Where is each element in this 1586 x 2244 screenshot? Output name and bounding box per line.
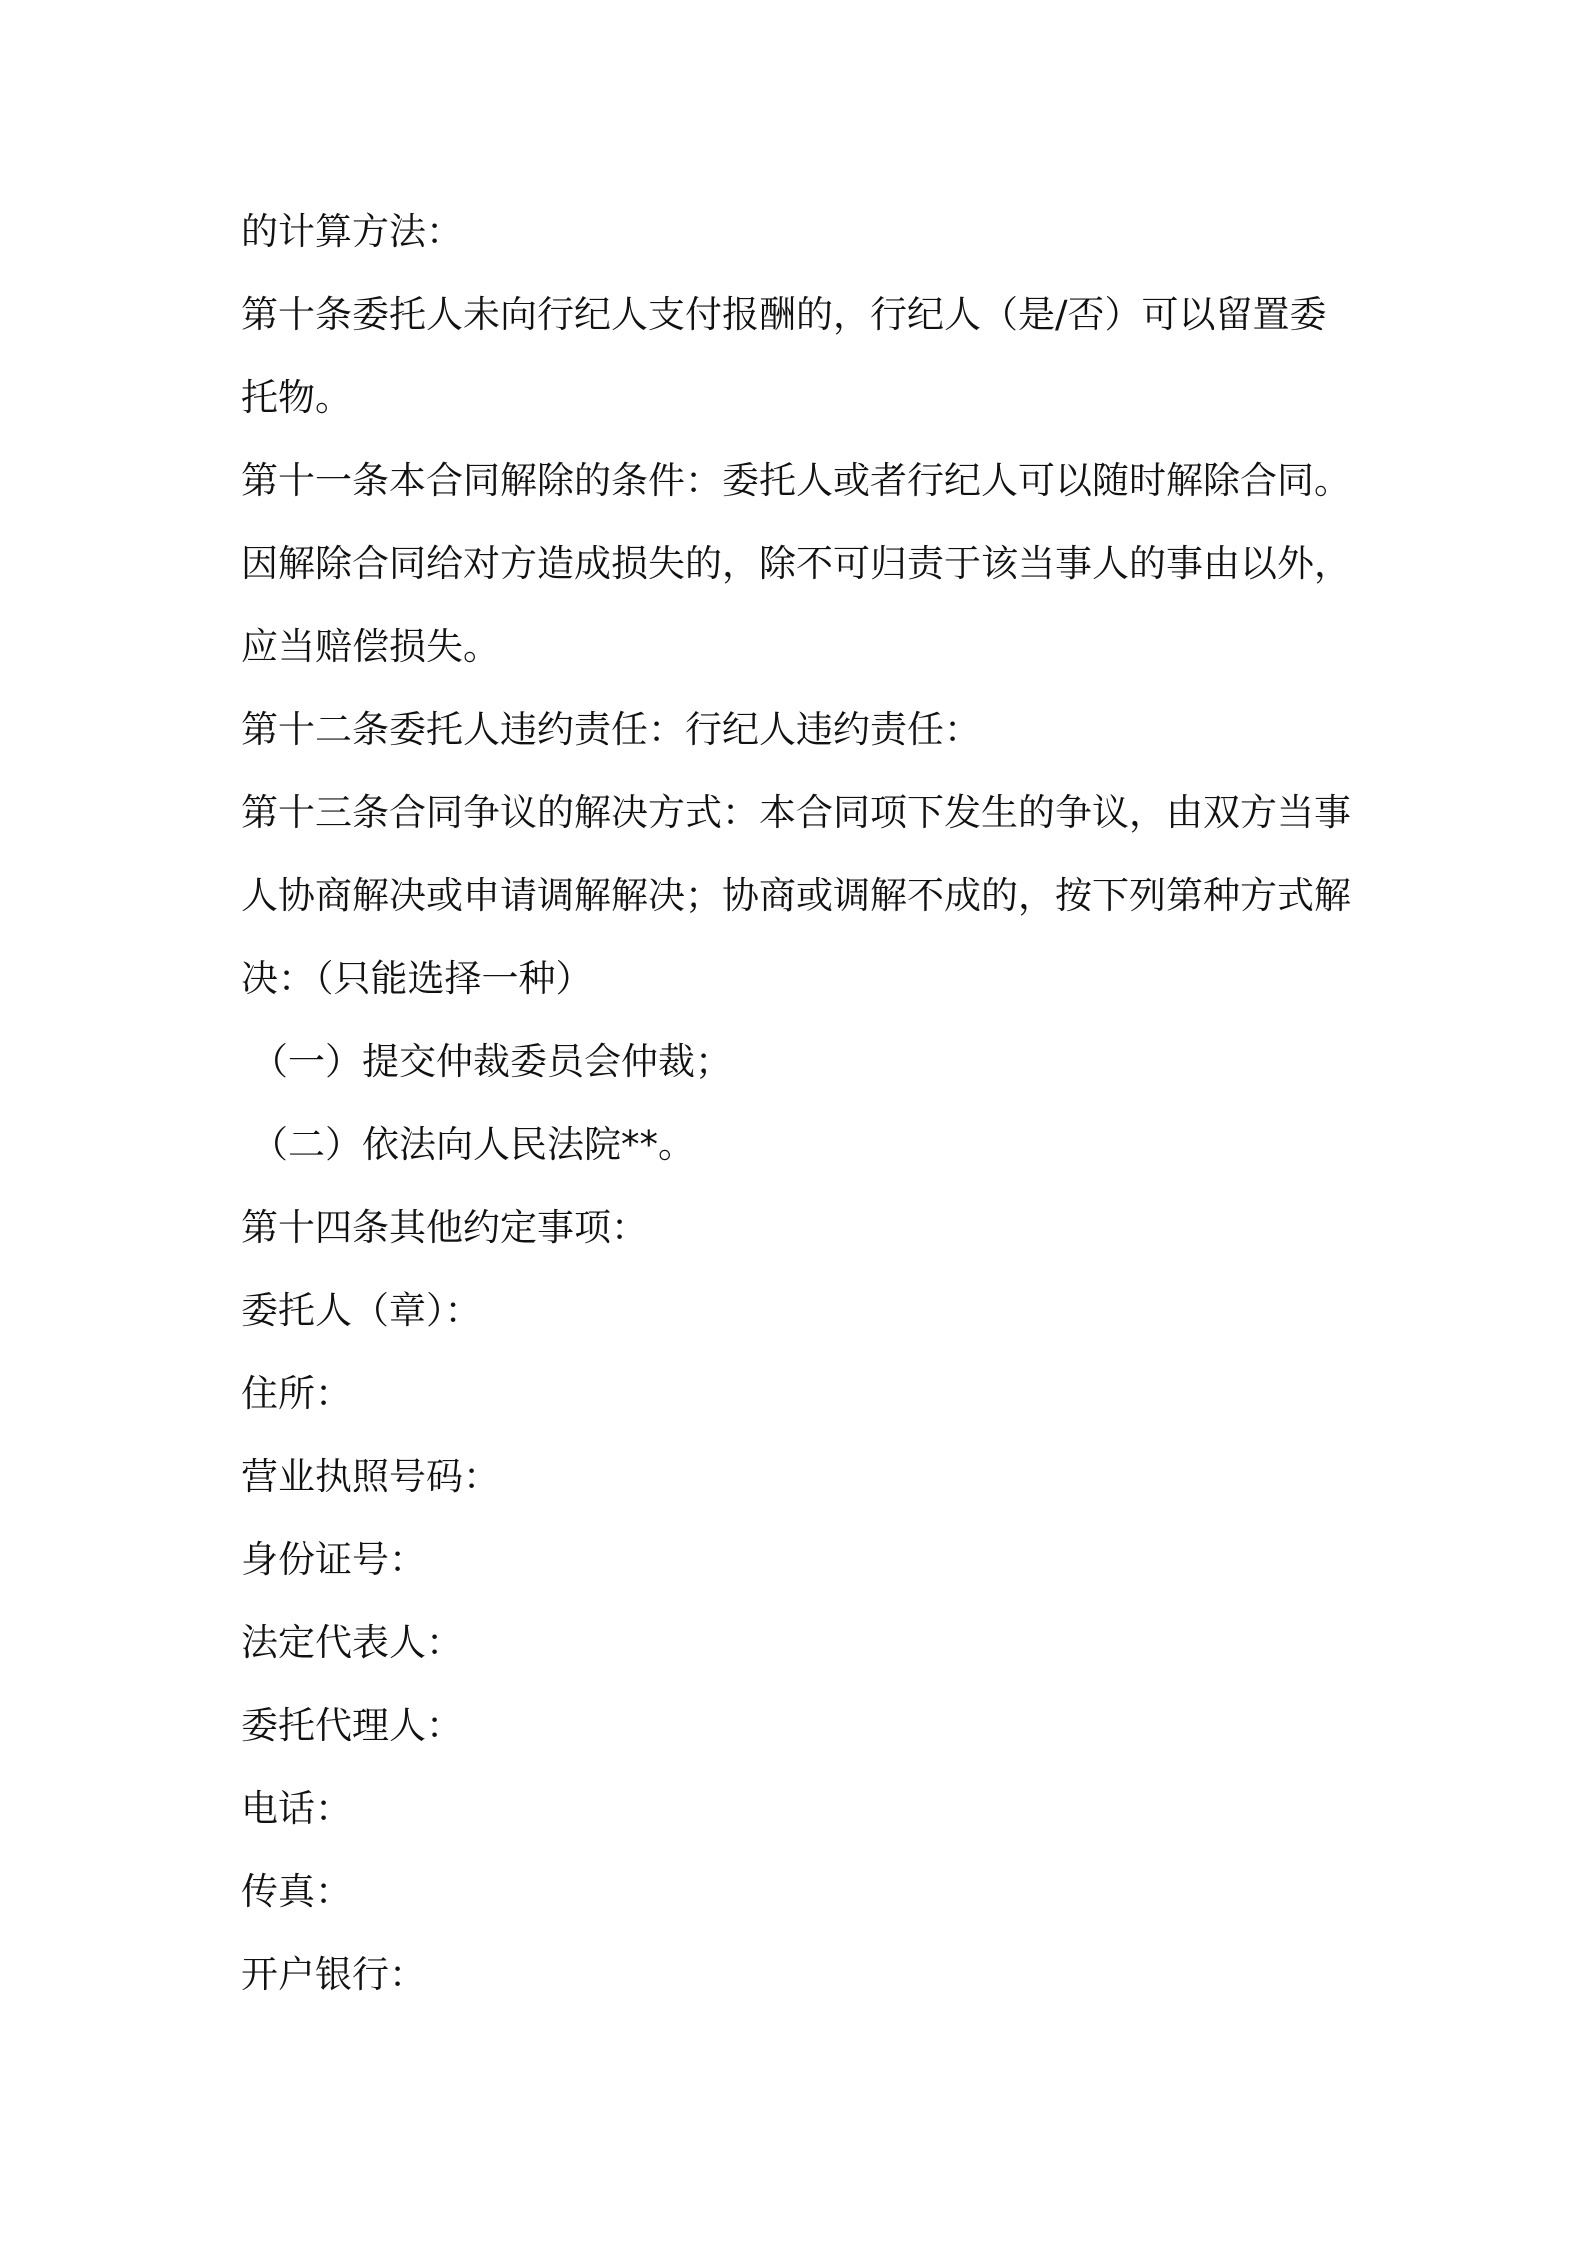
text-line-article-13-part-2: 人协商解决或申请调解解决；协商或调解不成的，按下列第种方式解 xyxy=(241,874,1351,917)
contract-text xyxy=(241,190,1371,2016)
text-line-option-arbitration: （一）提交仲裁委员会仲裁； xyxy=(251,1040,732,1083)
text-line-article-12: 第十二条委托人违约责任：行纪人违约责任： xyxy=(241,708,981,751)
text-line-article-11-part-3: 应当赔偿损失。 xyxy=(241,625,500,668)
text-line-article-11-part-1: 第十一条本合同解除的条件：委托人或者行纪人可以随时解除合同。 xyxy=(241,459,1351,502)
text-line-phone: 电话： xyxy=(241,1787,352,1830)
text-line-option-court: （二）依法向人民法院**。 xyxy=(251,1123,695,1166)
text-line-authorized-agent: 委托代理人： xyxy=(241,1704,463,1747)
text-line-article-11-part-2: 因解除合同给对方造成损失的，除不可归责于该当事人的事由以外， xyxy=(241,542,1351,585)
text-line-id-number: 身份证号： xyxy=(241,1538,426,1581)
text-line-article-10-part-1: 第十条委托人未向行纪人支付报酬的，行纪人（是/否）可以留置委 xyxy=(241,293,1327,336)
text-line-article-13-part-1: 第十三条合同争议的解决方式：本合同项下发生的争议，由双方当事 xyxy=(241,791,1351,834)
text-line-address: 住所： xyxy=(241,1372,352,1415)
text-line-legal-representative: 法定代表人： xyxy=(241,1621,463,1664)
text-line-client-seal: 委托人（章）： xyxy=(241,1289,482,1332)
text-line-bank: 开户银行： xyxy=(241,1953,426,1996)
text-line-article-10-part-2: 托物。 xyxy=(241,376,352,419)
text-line-article-13-part-3: 决：（只能选择一种） xyxy=(241,957,593,1000)
text-line-calculation-method: 的计算方法： xyxy=(241,210,463,253)
text-line-fax: 传真： xyxy=(241,1870,352,1913)
text-line-business-license-number: 营业执照号码： xyxy=(241,1455,500,1498)
text-line-article-14: 第十四条其他约定事项： xyxy=(241,1206,648,1249)
